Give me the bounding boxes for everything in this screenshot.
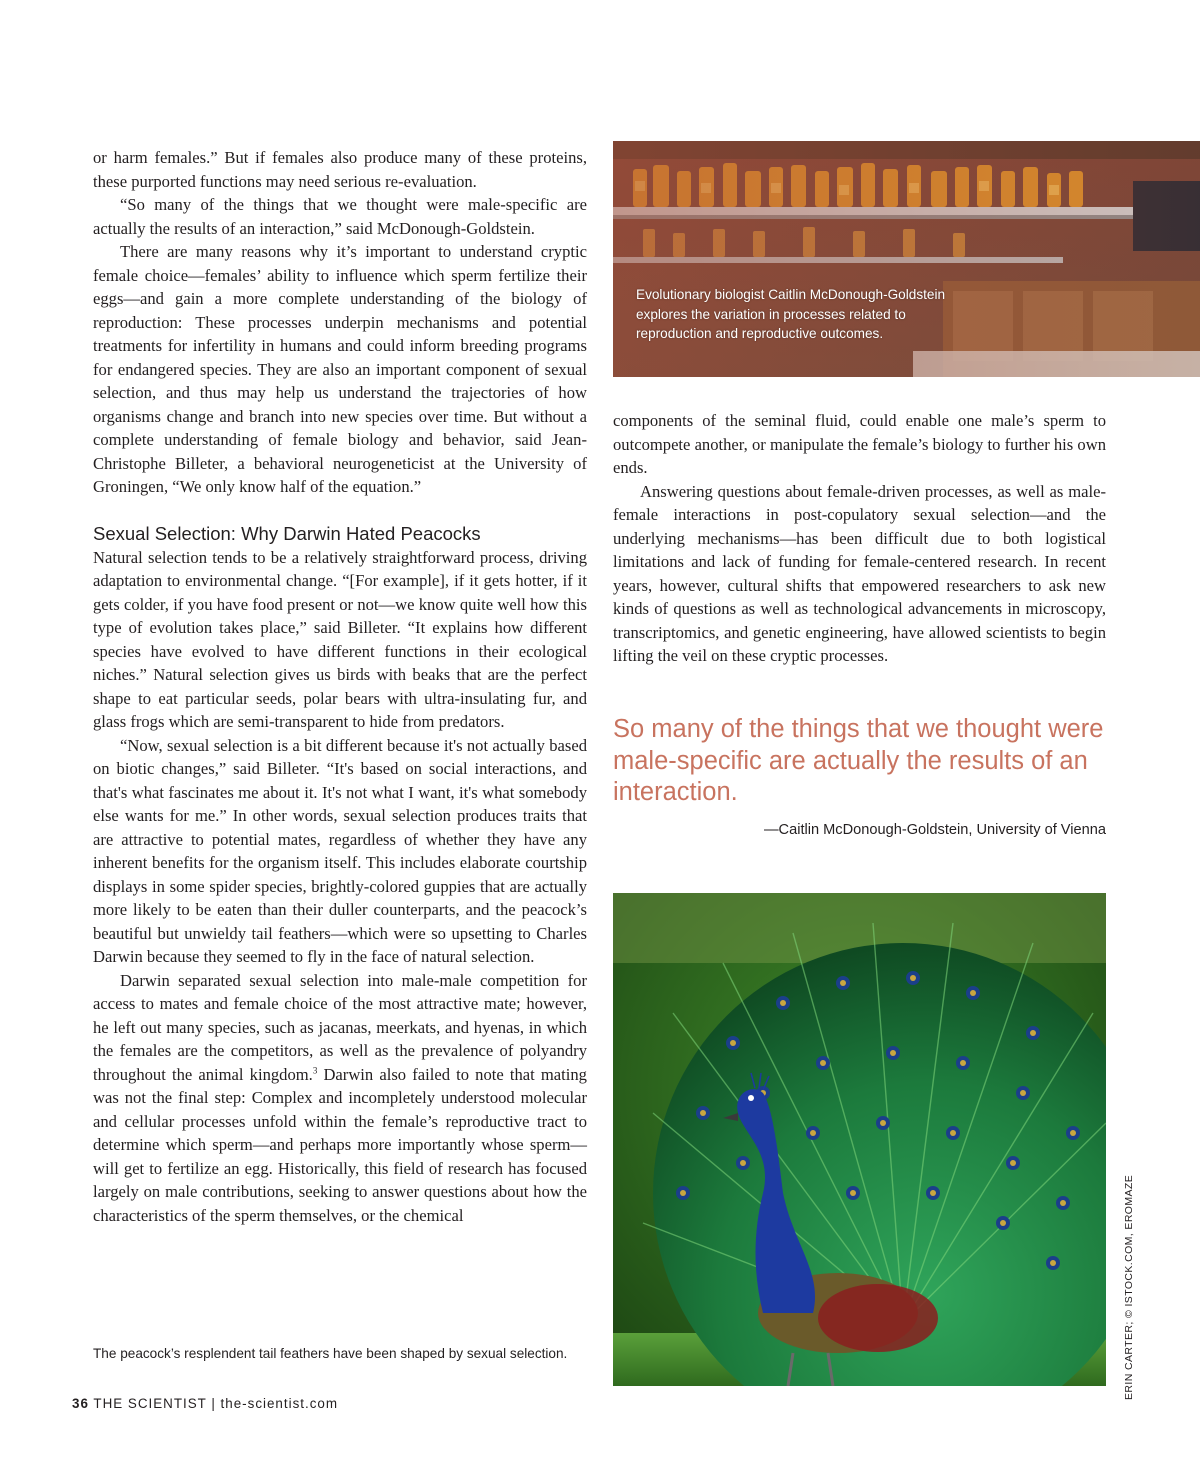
body-paragraph: “So many of the things that we thought were male-specific are actually the results of an interaction,” said McDonough-Goldstein. xyxy=(93,195,587,238)
section-heading: Sexual Selection: Why Darwin Hated Peacocks xyxy=(93,522,481,544)
body-paragraph: Answering questions about female-driven processes, as well as male-female interactions in post-copulatory sexual selection—and the underlying mechanisms—has been difficult due to both logistical limitations and lack of funding for female-centered research. In recent years, however, cultural shifts that empowered researchers to ask new kinds of questions as well as technological advancements in microscopy, transcriptomics, and genetic engineering, have allowed scientists to begin lifting the veil on these cryptic processes. xyxy=(613,481,1106,665)
website-link[interactable]: the-scientist.com xyxy=(220,1396,339,1411)
body-text-span: Darwin separated sexual selection into male-male competition for access to mates and female choice of the most attractive mate; however, he left out many species, such as jacanas, meerkats, and hyenas, in which the females are the competitors, as well as the prevalence of polyandry throughout the animal kingdom. xyxy=(93,970,587,1084)
photo-credit: ERIN CARTER; © ISTOCK.COM, EROMAZE xyxy=(1123,1174,1135,1400)
body-text-span: Darwin also failed to note that mating was not the final step: Complex and incompletely understood molecular and cellular processes unfold within the female’s reproductive tract to determine which sperm—and perhaps more importantly whose sperm—will get to fertilize an egg. Historically, this field of research has focused largely on male contributions, seeking to answer questions about how the characteristics of the sperm themselves, or the chemical xyxy=(93,1064,587,1225)
lab-photo-caption: Evolutionary biologist Caitlin McDonough-Goldstein explores the variation in processes related to reproduction and reproductive outcomes. xyxy=(636,287,946,341)
footer-separator: | xyxy=(211,1396,216,1411)
page-footer xyxy=(72,1396,338,1411)
body-paragraph: components of the seminal fluid, could enable one male’s sperm to outcompete another, or manipulate the female’s biology to further his own ends. xyxy=(613,411,1106,477)
body-paragraph: “Now, sexual selection is a bit different because it's not actually based on biotic changes,” said Billeter. “It's based on social interactions, and that's what fascinates me about it. It's not what I want, it's what somebody else wants for me.” In other words, sexual selection produces traits that are attractive to potential mates, regardless of whether they have any inherent benefits for the organism itself. This includes elaborate courtship displays in some spider species, brightly-colored guppies that are actually more likely to be eaten than their duller counterparts, and the peacock’s beautiful but unwieldy tail feathers—which were so upsetting to Charles Darwin because they seemed to fly in the face of natural selection. xyxy=(93,735,587,966)
body-paragraph: There are many reasons why it’s important to understand cryptic female choice—females’ ability to influence which sperm fertilize their eggs—and gain a more complete understanding of the biology of reproduction: These processes underpin mechanisms and potential treatments for infertility in humans and could inform breeding programs for endangered species. They are also an important component of sexual selection, and thus may help us understand the trajectories of how organisms change and branch into new species over time. But without a complete understanding of female biology and behavior, said Jean-Christophe Billeter, a behavioral neurogeneticist at the University of Groningen, “We only know half of the equation.” xyxy=(93,242,587,496)
left-column xyxy=(93,146,587,1227)
body-paragraph: or harm females.” But if females also produce many of these proteins, these purported functions may need serious re-evaluation. xyxy=(93,148,587,191)
peacock-photo-caption: The peacock’s resplendent tail feathers have been shaped by sexual selection. xyxy=(93,1346,568,1361)
publication-name: THE SCIENTIST xyxy=(93,1396,207,1411)
reference-superscript[interactable]: 3 xyxy=(312,1064,318,1075)
lab-photo xyxy=(613,141,1200,377)
peacock-photo xyxy=(613,893,1106,1386)
body-paragraph: Natural selection tends to be a relatively straightforward process, driving adaptation to environmental change. “[For example], if it gets hotter, if it gets colder, if you have food present or not—we know quite well how this type of evolution takes place,” said Billeter. “It explains how different species have evolved to have different functions in their ecological niches.” Natural selection gives us birds with beaks that are the perfect shape to eat particular seeds, polar bears with ultra-insulating fur, and glass frogs which are semi-transparent to hide from predators. xyxy=(93,547,587,731)
right-column xyxy=(613,409,1106,668)
body-paragraph xyxy=(93,969,587,1228)
peacock-illustration xyxy=(613,893,1106,1386)
page-number: 36 xyxy=(72,1396,89,1411)
pull-quote: So many of the things that we thought were male-specific are actually the results of an interaction. xyxy=(613,715,1104,806)
pull-quote-attribution: —Caitlin McDonough-Goldstein, University of Vienna xyxy=(763,822,1106,838)
